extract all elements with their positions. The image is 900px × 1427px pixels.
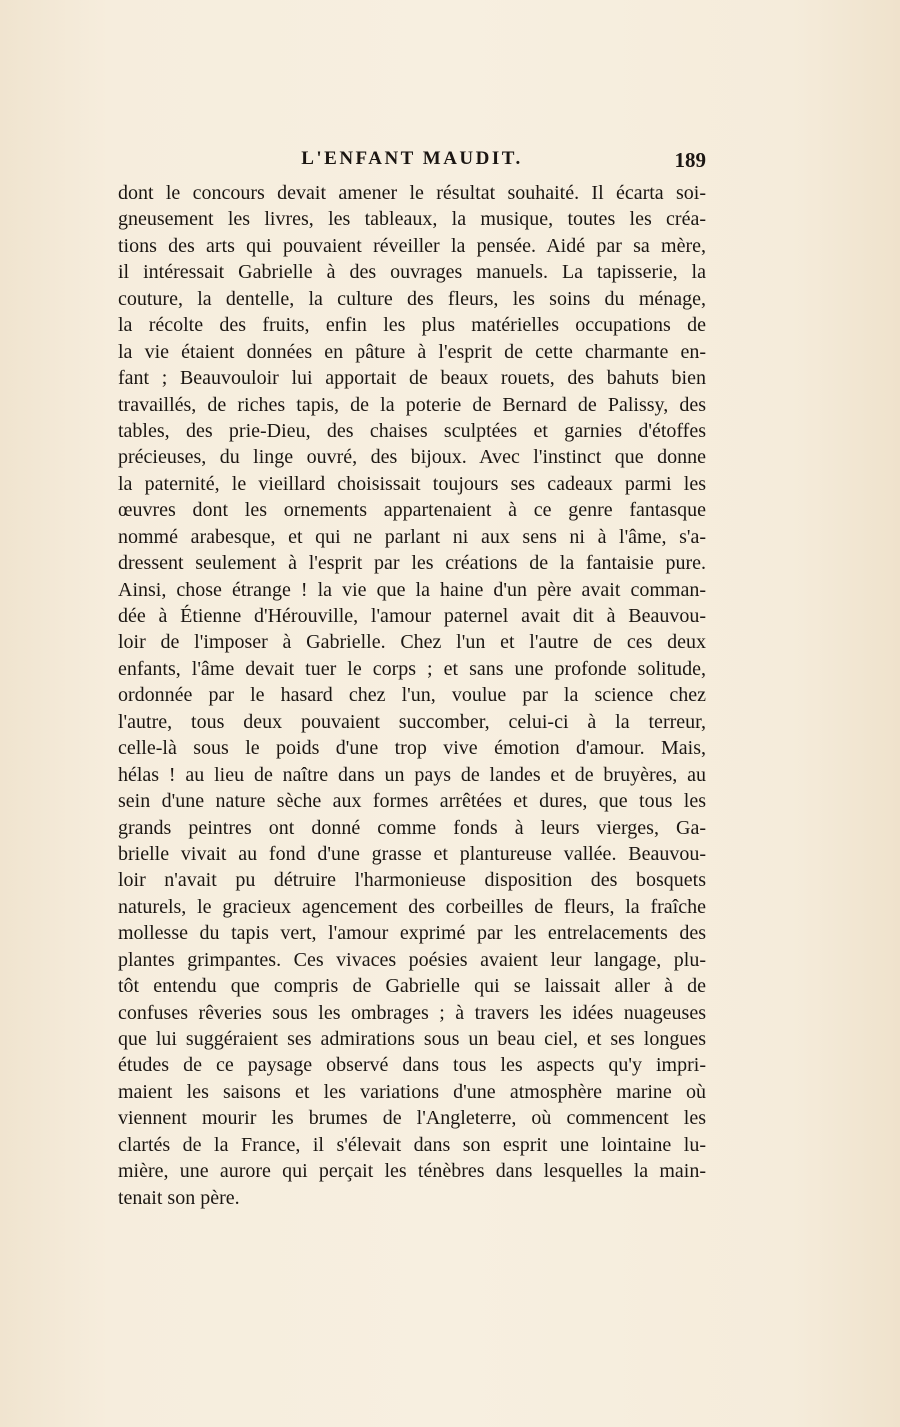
text-line: œuvres dont les ornements appartenaient à ce genre fantasque: [118, 499, 706, 522]
text-line: Ainsi, chose étrange ! la vie que la haine d'un père avait comman-: [118, 578, 706, 601]
text-line: celle-là sous le poids d'une trop vive émotion d'amour. Mais,: [118, 737, 706, 760]
text-line: loir de l'imposer à Gabrielle. Chez l'un et l'autre de ces deux: [118, 631, 706, 654]
text-line: nommé arabesque, et qui ne parlant ni aux sens ni à l'âme, s'a-: [118, 525, 706, 548]
text-line: grands peintres ont donné comme fonds à leurs vierges, Ga-: [118, 816, 706, 839]
text-line: tenait son père.: [118, 1186, 240, 1209]
text-line: l'autre, tous deux pouvaient succomber, celui-ci à la terreur,: [118, 710, 706, 733]
running-head: [118, 148, 706, 180]
text-line: brielle vivait au fond d'une grasse et plantureuse vallée. Beauvou-: [118, 842, 706, 865]
text-line: travaillés, de riches tapis, de la poterie de Bernard de Palissy, des: [118, 393, 706, 416]
text-line: maient les saisons et les variations d'une atmosphère marine où: [118, 1080, 706, 1103]
text-line: dée à Étienne d'Hérouville, l'amour paternel avait dit à Beauvou-: [118, 605, 706, 627]
text-line: sein d'une nature sèche aux formes arrêtées et dures, que tous les: [118, 790, 706, 813]
text-line: naturels, le gracieux agencement des corbeilles de fleurs, la fraîche: [118, 895, 706, 918]
text-line: dont le concours devait amener le résultat souhaité. Il écarta soi-: [118, 182, 706, 204]
text-line: précieuses, du linge ouvré, des bijoux. Avec l'instinct que donne: [118, 446, 706, 469]
text-line: dressent seulement à l'esprit par les créations de la fantaisie pure.: [118, 552, 706, 575]
text-line: loir n'avait pu détruire l'harmonieuse disposition des bosquets: [118, 869, 706, 892]
text-line: confuses rêveries sous les ombrages ; à travers les idées nuageuses: [118, 1001, 706, 1024]
text-line: il intéressait Gabrielle à des ouvrages manuels. La tapisserie, la: [118, 261, 706, 284]
text-line: mollesse du tapis vert, l'amour exprimé par les entrelacements des: [118, 922, 706, 945]
text-line: la vie étaient données en pâture à l'esprit de cette charmante en-: [118, 340, 706, 363]
running-head-title: L'ENFANT MAUDIT.: [301, 148, 523, 169]
text-line: tables, des prie-Dieu, des chaises sculptées et garnies d'étoffes: [118, 419, 706, 442]
text-line: tions des arts qui pouvaient réveiller la pensée. Aidé par sa mère,: [118, 234, 706, 257]
text-line: couture, la dentelle, la culture des fleurs, les soins du ménage,: [118, 287, 706, 310]
text-line: viennent mourir les brumes de l'Angleterre, où commencent les: [118, 1107, 706, 1130]
text-line: plantes grimpantes. Ces vivaces poésies avaient leur langage, plu-: [118, 948, 706, 971]
text-line: tôt entendu que compris de Gabrielle qui se laissait aller à de: [118, 975, 706, 998]
text-line: études de ce paysage observé dans tous les aspects qu'y impri-: [118, 1054, 706, 1077]
text-line: mière, une aurore qui perçait les ténèbres dans lesquelles la main-: [118, 1160, 706, 1183]
text-line: hélas ! au lieu de naître dans un pays de landes et de bruyères, au: [118, 763, 706, 786]
body-text: [118, 180, 706, 1211]
text-line: fant ; Beauvouloir lui apportait de beaux rouets, des bahuts bien: [118, 367, 706, 390]
text-line: gneusement les livres, les tableaux, la musique, toutes les créa-: [118, 208, 706, 231]
page-number: 189: [674, 148, 706, 172]
text-line: la paternité, le vieillard choisissait toujours ses cadeaux parmi les: [118, 472, 706, 495]
text-line: que lui suggéraient ses admirations sous un beau ciel, et ses longues: [118, 1028, 706, 1050]
text-line: ordonnée par le hasard chez l'un, voulue par la science chez: [118, 684, 706, 707]
text-line: clartés de la France, il s'élevait dans son esprit une lointaine lu-: [118, 1133, 706, 1156]
text-line: la récolte des fruits, enfin les plus matérielles occupations de: [118, 314, 706, 337]
text-line: enfants, l'âme devait tuer le corps ; et sans une profonde solitude,: [118, 657, 706, 680]
